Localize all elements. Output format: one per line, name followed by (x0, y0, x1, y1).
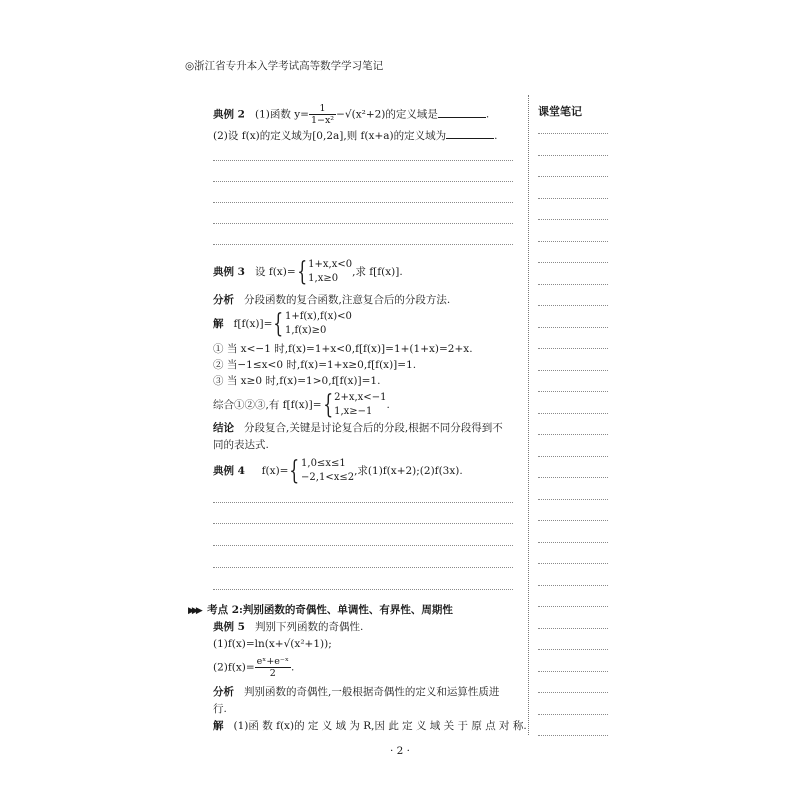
notes-line (538, 348, 608, 349)
example-3-case-3: ③ 当 x≥0 时,f(x)=1>0,f[f(x)]=1. (213, 375, 381, 387)
notes-line (538, 176, 608, 177)
example-4-statement: 典例 4 f(x)={1,0≤x≤1 −2,1<x≤2,求(1)f(x+2);(2)f(3x). (213, 456, 463, 486)
answer-line (213, 523, 513, 524)
answer-blank (438, 108, 486, 118)
example-5-part-1: (1)f(x)=ln(x+√(x²+1)); (213, 638, 332, 650)
example-3-analysis: 分析 分段函数的复合函数,注意复合后的分段方法. (213, 294, 451, 306)
notes-line (538, 198, 608, 199)
notes-line (538, 327, 608, 328)
piecewise-cases: 1,0≤x≤1 −2,1<x≤2 (301, 458, 355, 483)
notes-line (538, 585, 608, 586)
example-5-solution: 解 (1)函 数 f(x)的 定 义 域 为 R,因 此 定 义 域 关 于 原 点 对 称. (213, 720, 527, 732)
notes-line (538, 542, 608, 543)
answer-line (213, 502, 513, 503)
example-3-statement: 典例 3 设 f(x)={1+x,x<0 1,x≥0,求 f[f(x)]. (213, 257, 403, 287)
answer-line (213, 202, 513, 203)
example-2-p1-pre: (1)函数 y= (254, 108, 309, 121)
notes-line (538, 606, 608, 607)
example-2-part-1: 典例 2 (1)函数 y= $\frac{1}{\text{1−x²}}$ −√(x²+2)的定义域是 . (213, 103, 490, 126)
notes-column-divider (528, 95, 529, 735)
notes-line (538, 413, 608, 414)
notes-line (538, 735, 608, 736)
notes-line (538, 520, 608, 521)
answer-line (213, 223, 513, 224)
notes-line (538, 499, 608, 500)
running-header: ◎浙江省专升本入学考试高等数学学习笔记 (185, 60, 384, 72)
answer-line (213, 545, 513, 546)
example-5-analysis: 分析 判别函数的奇偶性,一般根据奇偶性的定义和运算性质进 (213, 686, 500, 698)
example-4-label: 典例 4 (213, 465, 245, 477)
notes-line (538, 714, 608, 715)
notes-line (538, 133, 608, 134)
answer-line (213, 181, 513, 182)
class-notes-title: 课堂笔记 (538, 105, 582, 118)
answer-line (213, 244, 513, 245)
example-3-conclusion-cont: 同的表达式. (213, 439, 269, 451)
example-2-label: 典例 2 (213, 108, 245, 121)
example-3-summary: 综合①②③,有 f[f(x)]={2+x,x<−1 1,x≥−1. (213, 390, 390, 420)
example-3-solution: 解 f[f(x)]={1+f(x),f(x)<0 1,f(x)≥0 (213, 309, 352, 339)
example-2-part-2: (2)设 f(x)的定义域为[0,2a],则 f(x+a)的定义域为 . (213, 130, 498, 142)
example-5-statement: 典例 5 判别下列函数的奇偶性. (213, 621, 364, 633)
example-5-label: 典例 5 (213, 621, 245, 633)
notes-line (538, 305, 608, 306)
notes-line (538, 155, 608, 156)
example-3-label: 典例 3 (213, 266, 245, 278)
notes-line (538, 692, 608, 693)
answer-line (213, 567, 513, 568)
answer-blank (446, 129, 494, 139)
page-number: · 2 · (389, 745, 411, 757)
notes-line (538, 649, 608, 650)
notes-line (538, 284, 608, 285)
topic-2-heading: ▶▶▶ 考点 2:判别函数的奇偶性、单调性、有界性、周期性 (188, 604, 453, 616)
example-3-case-2: ② 当−1≤x<0 时,f(x)=1+x≥0,f[f(x)]=1. (213, 359, 417, 371)
piecewise-cases: 2+x,x<−1 1,x≥−1 (334, 392, 387, 417)
arrow-icon: ▶▶▶ (188, 606, 200, 616)
piecewise-cases: 1+x,x<0 1,x≥0 (308, 259, 353, 284)
notes-line (538, 391, 608, 392)
answer-line (213, 160, 513, 161)
notes-line (538, 628, 608, 629)
example-5-fraction: $\frac{\text{eˣ+e⁻ˣ}}{2}$ (256, 656, 289, 679)
example-3-case-1: ① 当 x<−1 时,f(x)=1+x<0,f[f(x)]=1+(1+x)=2+x. (213, 343, 473, 355)
example-5-part-2: (2)f(x)= $\frac{\text{eˣ+e⁻ˣ}}{2}$ . (213, 656, 295, 679)
notes-line (538, 370, 608, 371)
example-2-fraction: $\frac{1}{\text{1−x²}}$ (310, 103, 335, 126)
notes-line (538, 241, 608, 242)
notes-line (538, 434, 608, 435)
notes-line (538, 219, 608, 220)
notes-line (538, 262, 608, 263)
notes-line (538, 477, 608, 478)
answer-line (213, 589, 513, 590)
notes-line (538, 563, 608, 564)
notes-line (538, 671, 608, 672)
notes-line (538, 456, 608, 457)
example-5-analysis-cont: 行. (213, 703, 227, 715)
example-2-p1-post: −√(x²+2)的定义域是 (336, 108, 438, 121)
example-3-conclusion: 结论 分段复合,关键是讨论复合后的分段,根据不同分段得到不 (213, 422, 503, 434)
piecewise-cases: 1+f(x),f(x)<0 1,f(x)≥0 (284, 311, 352, 336)
